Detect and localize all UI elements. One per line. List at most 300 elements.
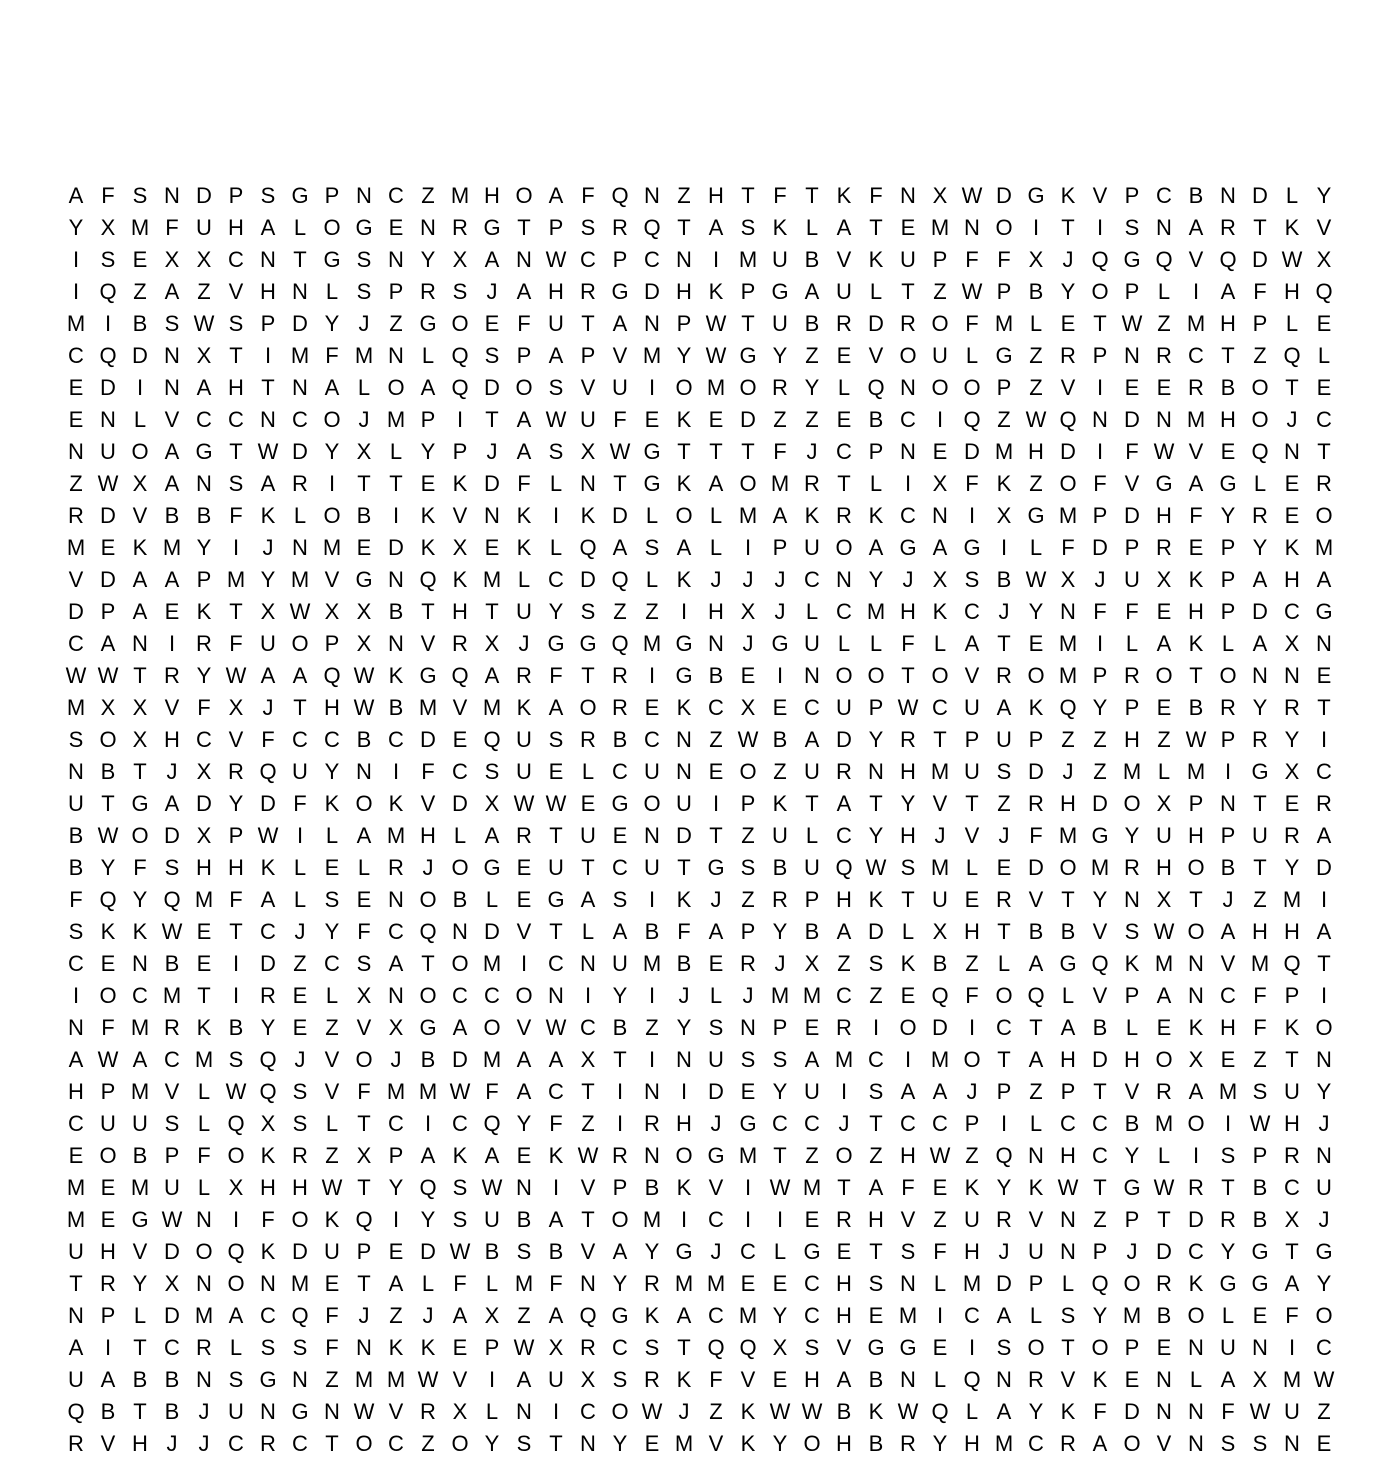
letter-cell[interactable]: T (261, 375, 275, 400)
letter-cell[interactable]: I (1288, 1335, 1296, 1360)
letter-cell[interactable]: G (771, 631, 789, 656)
letter-cell[interactable]: B (132, 311, 148, 336)
letter-cell[interactable]: V (452, 695, 468, 720)
letter-cell[interactable]: G (739, 343, 757, 368)
letter-cell[interactable]: Q (643, 215, 661, 240)
letter-cell[interactable]: B (868, 407, 884, 432)
letter-cell[interactable]: P (324, 183, 340, 208)
letter-cell[interactable]: Z (389, 311, 403, 336)
letter-cell[interactable]: Y (772, 919, 788, 944)
letter-cell[interactable]: C (1188, 1239, 1204, 1264)
letter-cell[interactable]: T (933, 727, 947, 752)
letter-cell[interactable]: T (421, 599, 435, 624)
letter-cell[interactable]: P (388, 279, 404, 304)
letter-cell[interactable]: H (1156, 503, 1172, 528)
letter-cell[interactable]: N (132, 631, 148, 656)
letter-cell[interactable]: U (612, 375, 628, 400)
letter-cell[interactable]: W (705, 311, 727, 336)
letter-cell[interactable]: G (867, 1335, 885, 1360)
letter-cell[interactable]: D (1092, 535, 1108, 560)
letter-cell[interactable]: S (292, 1079, 308, 1104)
letter-cell[interactable]: R (516, 823, 532, 848)
letter-cell[interactable]: R (580, 279, 596, 304)
letter-cell[interactable]: B (708, 663, 724, 688)
letter-cell[interactable]: K (388, 663, 404, 688)
letter-cell[interactable]: T (869, 1239, 883, 1264)
letter-cell[interactable]: A (932, 535, 948, 560)
letter-cell[interactable]: O (1059, 855, 1077, 880)
letter-cell[interactable]: E (708, 407, 724, 432)
letter-cell[interactable]: T (229, 919, 243, 944)
letter-cell[interactable]: A (260, 471, 276, 496)
letter-cell[interactable]: E (1156, 1335, 1172, 1360)
letter-cell[interactable]: Z (709, 1399, 723, 1424)
letter-cell[interactable]: L (1125, 1015, 1139, 1040)
letter-cell[interactable]: H (900, 599, 916, 624)
letter-cell[interactable]: T (101, 791, 115, 816)
letter-cell[interactable]: B (1124, 1111, 1140, 1136)
letter-cell[interactable]: Q (579, 535, 597, 560)
letter-cell[interactable]: G (259, 1367, 277, 1392)
letter-cell[interactable]: J (678, 1399, 690, 1424)
letter-cell[interactable]: E (1284, 471, 1300, 496)
letter-cell[interactable]: B (868, 1431, 884, 1456)
letter-cell[interactable]: S (708, 1015, 724, 1040)
letter-cell[interactable]: F (421, 759, 435, 784)
letter-cell[interactable]: C (580, 247, 596, 272)
letter-cell[interactable]: M (642, 631, 662, 656)
letter-cell[interactable]: H (292, 1175, 308, 1200)
letter-cell[interactable]: X (1284, 1207, 1300, 1232)
letter-cell[interactable]: K (260, 503, 276, 528)
letter-cell[interactable]: C (868, 1047, 884, 1072)
letter-cell[interactable]: I (1096, 215, 1104, 240)
letter-cell[interactable]: B (164, 951, 180, 976)
letter-cell[interactable]: G (1027, 503, 1045, 528)
letter-cell[interactable]: X (452, 1399, 468, 1424)
letter-cell[interactable]: R (452, 631, 468, 656)
letter-cell[interactable]: P (1284, 983, 1300, 1008)
letter-cell[interactable]: D (484, 919, 500, 944)
letter-cell[interactable]: H (228, 215, 244, 240)
letter-cell[interactable]: L (933, 631, 947, 656)
letter-cell[interactable]: G (355, 215, 373, 240)
letter-cell[interactable]: T (677, 439, 691, 464)
letter-cell[interactable]: F (357, 1079, 371, 1104)
letter-cell[interactable]: B (1252, 1175, 1268, 1200)
letter-cell[interactable]: T (581, 1207, 595, 1232)
letter-cell[interactable]: E (196, 951, 212, 976)
letter-cell[interactable]: F (901, 1175, 915, 1200)
letter-cell[interactable]: V (132, 503, 148, 528)
letter-cell[interactable]: N (1188, 1335, 1204, 1360)
letter-cell[interactable]: P (612, 247, 628, 272)
letter-cell[interactable]: N (580, 1271, 596, 1296)
letter-cell[interactable]: K (132, 919, 148, 944)
letter-cell[interactable]: P (996, 1079, 1012, 1104)
letter-cell[interactable]: O (931, 663, 949, 688)
letter-cell[interactable]: J (742, 983, 754, 1008)
letter-cell[interactable]: A (452, 1015, 468, 1040)
letter-cell[interactable]: W (737, 727, 759, 752)
letter-cell[interactable]: O (931, 311, 949, 336)
letter-cell[interactable]: I (1320, 887, 1328, 912)
letter-cell[interactable]: R (836, 1015, 852, 1040)
letter-cell[interactable]: G (419, 1015, 437, 1040)
letter-cell[interactable]: B (932, 951, 948, 976)
letter-cell[interactable]: Z (1253, 343, 1267, 368)
letter-cell[interactable]: B (1220, 375, 1236, 400)
letter-cell[interactable]: E (644, 1431, 660, 1456)
letter-cell[interactable]: V (836, 247, 852, 272)
letter-cell[interactable]: N (164, 343, 180, 368)
letter-cell[interactable]: K (996, 471, 1012, 496)
letter-cell[interactable]: N (196, 1367, 212, 1392)
letter-cell[interactable]: L (1189, 1367, 1203, 1392)
letter-cell[interactable]: G (1123, 247, 1141, 272)
letter-cell[interactable]: Z (133, 279, 147, 304)
letter-cell[interactable]: Y (388, 1175, 404, 1200)
letter-cell[interactable]: B (836, 1399, 852, 1424)
letter-cell[interactable]: T (741, 439, 755, 464)
letter-cell[interactable]: C (612, 759, 628, 784)
letter-cell[interactable]: H (452, 599, 468, 624)
letter-cell[interactable]: A (708, 471, 724, 496)
letter-cell[interactable]: E (1220, 1047, 1236, 1072)
letter-cell[interactable]: I (904, 1047, 912, 1072)
letter-cell[interactable]: I (648, 887, 656, 912)
letter-cell[interactable]: Q (1219, 247, 1237, 272)
letter-cell[interactable]: L (325, 983, 339, 1008)
letter-cell[interactable]: V (612, 343, 628, 368)
letter-cell[interactable]: R (900, 727, 916, 752)
letter-cell[interactable]: D (292, 439, 308, 464)
letter-cell[interactable]: S (260, 183, 276, 208)
letter-cell[interactable]: Y (516, 1111, 532, 1136)
letter-cell[interactable]: T (325, 1431, 339, 1456)
letter-cell[interactable]: D (612, 503, 628, 528)
letter-cell[interactable]: Q (1315, 279, 1333, 304)
letter-cell[interactable]: O (451, 311, 469, 336)
letter-cell[interactable]: M (706, 375, 726, 400)
letter-cell[interactable]: E (420, 471, 436, 496)
letter-cell[interactable]: M (642, 951, 662, 976)
letter-cell[interactable]: E (324, 855, 340, 880)
letter-cell[interactable]: L (293, 887, 307, 912)
letter-cell[interactable]: V (1060, 375, 1076, 400)
letter-cell[interactable]: E (196, 919, 212, 944)
letter-cell[interactable]: B (612, 727, 628, 752)
letter-cell[interactable]: E (292, 1015, 308, 1040)
letter-cell[interactable]: G (1251, 1271, 1269, 1296)
letter-cell[interactable]: M (706, 1271, 726, 1296)
letter-cell[interactable]: T (133, 759, 147, 784)
letter-cell[interactable]: U (100, 439, 116, 464)
letter-cell[interactable]: N (676, 759, 692, 784)
letter-cell[interactable]: O (995, 215, 1013, 240)
letter-cell[interactable]: S (228, 1047, 244, 1072)
letter-cell[interactable]: J (774, 567, 786, 592)
letter-cell[interactable]: K (1028, 1175, 1044, 1200)
letter-cell[interactable]: A (708, 919, 724, 944)
letter-cell[interactable]: R (1156, 1271, 1172, 1296)
letter-cell[interactable]: T (1061, 1335, 1075, 1360)
letter-cell[interactable]: B (644, 1175, 660, 1200)
letter-cell[interactable]: G (675, 1239, 693, 1264)
letter-cell[interactable]: R (612, 695, 628, 720)
letter-cell[interactable]: P (1124, 279, 1140, 304)
letter-cell[interactable]: X (740, 599, 756, 624)
letter-cell[interactable]: A (1156, 983, 1172, 1008)
letter-cell[interactable]: B (132, 1143, 148, 1168)
letter-cell[interactable]: X (356, 631, 372, 656)
letter-cell[interactable]: S (164, 1111, 180, 1136)
letter-cell[interactable]: I (648, 375, 656, 400)
letter-cell[interactable]: H (836, 1431, 852, 1456)
letter-cell[interactable]: A (868, 535, 884, 560)
letter-cell[interactable]: A (676, 1303, 692, 1328)
letter-cell[interactable]: I (1320, 727, 1328, 752)
letter-cell[interactable]: E (1060, 311, 1076, 336)
letter-cell[interactable]: L (293, 215, 307, 240)
letter-cell[interactable]: K (452, 1143, 468, 1168)
letter-cell[interactable]: W (1121, 311, 1143, 336)
letter-cell[interactable]: D (580, 567, 596, 592)
letter-cell[interactable]: J (486, 279, 498, 304)
letter-cell[interactable]: L (549, 471, 563, 496)
letter-cell[interactable]: T (837, 1175, 851, 1200)
letter-cell[interactable]: Y (1252, 695, 1268, 720)
letter-cell[interactable]: N (900, 183, 916, 208)
letter-cell[interactable]: J (742, 567, 754, 592)
letter-cell[interactable]: A (164, 567, 180, 592)
letter-cell[interactable]: W (289, 599, 311, 624)
letter-cell[interactable]: K (196, 1015, 212, 1040)
letter-cell[interactable]: N (68, 1303, 84, 1328)
letter-cell[interactable]: Y (868, 823, 884, 848)
letter-cell[interactable]: U (1252, 823, 1268, 848)
letter-cell[interactable]: R (164, 663, 180, 688)
letter-cell[interactable]: P (1220, 599, 1236, 624)
letter-cell[interactable]: W (161, 1207, 183, 1232)
letter-cell[interactable]: E (164, 599, 180, 624)
letter-cell[interactable]: E (1284, 791, 1300, 816)
letter-cell[interactable]: Q (451, 663, 469, 688)
letter-cell[interactable]: M (1154, 1111, 1174, 1136)
letter-cell[interactable]: G (419, 663, 437, 688)
letter-cell[interactable]: P (1188, 791, 1204, 816)
letter-cell[interactable]: M (930, 1047, 950, 1072)
letter-cell[interactable]: W (97, 823, 119, 848)
letter-cell[interactable]: F (1221, 1399, 1235, 1424)
letter-cell[interactable]: F (773, 183, 787, 208)
letter-cell[interactable]: Y (868, 567, 884, 592)
letter-cell[interactable]: L (1157, 1143, 1171, 1168)
letter-cell[interactable]: B (996, 567, 1012, 592)
letter-cell[interactable]: Y (1092, 695, 1108, 720)
letter-cell[interactable]: M (1058, 663, 1078, 688)
letter-cell[interactable]: C (804, 695, 820, 720)
letter-cell[interactable]: Q (99, 343, 117, 368)
letter-cell[interactable]: R (612, 1143, 628, 1168)
letter-cell[interactable]: N (1028, 1143, 1044, 1168)
letter-cell[interactable]: F (101, 183, 115, 208)
letter-cell[interactable]: J (294, 919, 306, 944)
letter-cell[interactable]: W (705, 343, 727, 368)
letter-cell[interactable]: A (100, 631, 116, 656)
letter-cell[interactable]: D (1252, 599, 1268, 624)
letter-cell[interactable]: L (869, 631, 883, 656)
letter-cell[interactable]: Z (1253, 1047, 1267, 1072)
letter-cell[interactable]: X (324, 599, 340, 624)
letter-cell[interactable]: W (65, 663, 87, 688)
letter-cell[interactable]: K (580, 503, 596, 528)
letter-cell[interactable]: L (837, 631, 851, 656)
letter-cell[interactable]: K (452, 567, 468, 592)
letter-cell[interactable]: Y (1092, 887, 1108, 912)
letter-cell[interactable]: N (676, 247, 692, 272)
letter-cell[interactable]: I (1096, 631, 1104, 656)
letter-cell[interactable]: T (997, 631, 1011, 656)
letter-cell[interactable]: F (1125, 439, 1139, 464)
letter-cell[interactable]: J (294, 1047, 306, 1072)
letter-cell[interactable]: E (772, 695, 788, 720)
letter-cell[interactable]: B (356, 727, 372, 752)
letter-cell[interactable]: P (100, 1079, 116, 1104)
letter-cell[interactable]: A (836, 215, 852, 240)
letter-cell[interactable]: G (1251, 759, 1269, 784)
letter-cell[interactable]: Z (773, 407, 787, 432)
letter-cell[interactable]: E (804, 1015, 820, 1040)
letter-cell[interactable]: D (1092, 1047, 1108, 1072)
letter-cell[interactable]: E (740, 1079, 756, 1104)
letter-cell[interactable]: H (1028, 439, 1044, 464)
letter-cell[interactable]: W (1185, 727, 1207, 752)
letter-cell[interactable]: T (901, 279, 915, 304)
letter-cell[interactable]: S (356, 247, 372, 272)
letter-cell[interactable]: Q (291, 1303, 309, 1328)
letter-cell[interactable]: V (836, 1335, 852, 1360)
letter-cell[interactable]: R (644, 1271, 660, 1296)
letter-cell[interactable]: M (642, 343, 662, 368)
letter-cell[interactable]: E (100, 535, 116, 560)
letter-cell[interactable]: B (132, 1367, 148, 1392)
letter-cell[interactable]: P (548, 215, 564, 240)
letter-cell[interactable]: U (260, 631, 276, 656)
letter-cell[interactable]: R (100, 1271, 116, 1296)
letter-cell[interactable]: S (452, 1207, 468, 1232)
letter-cell[interactable]: N (164, 183, 180, 208)
letter-cell[interactable]: H (1188, 599, 1204, 624)
letter-cell[interactable]: O (323, 215, 341, 240)
letter-cell[interactable]: J (486, 439, 498, 464)
letter-cell[interactable]: A (1220, 279, 1236, 304)
letter-cell[interactable]: Q (483, 1111, 501, 1136)
letter-cell[interactable]: E (1188, 535, 1204, 560)
letter-cell[interactable]: N (1156, 1367, 1172, 1392)
letter-cell[interactable]: R (900, 311, 916, 336)
letter-cell[interactable]: A (548, 343, 564, 368)
letter-cell[interactable]: P (996, 279, 1012, 304)
letter-cell[interactable]: A (804, 279, 820, 304)
letter-cell[interactable]: G (579, 631, 597, 656)
letter-cell[interactable]: J (390, 1047, 402, 1072)
letter-cell[interactable]: L (1221, 631, 1235, 656)
letter-cell[interactable]: N (804, 663, 820, 688)
letter-cell[interactable]: P (932, 247, 948, 272)
letter-cell[interactable]: T (357, 471, 371, 496)
letter-cell[interactable]: P (740, 791, 756, 816)
letter-cell[interactable]: K (964, 1175, 980, 1200)
letter-cell[interactable]: B (388, 599, 404, 624)
letter-cell[interactable]: F (197, 1143, 211, 1168)
letter-cell[interactable]: H (260, 1175, 276, 1200)
letter-cell[interactable]: G (547, 887, 565, 912)
letter-cell[interactable]: M (1058, 503, 1078, 528)
letter-cell[interactable]: W (1313, 1367, 1335, 1392)
letter-cell[interactable]: R (1156, 535, 1172, 560)
letter-cell[interactable]: U (1220, 1335, 1236, 1360)
letter-cell[interactable]: W (1025, 567, 1047, 592)
letter-cell[interactable]: A (612, 311, 628, 336)
letter-cell[interactable]: G (1059, 951, 1077, 976)
letter-cell[interactable]: R (260, 983, 276, 1008)
letter-cell[interactable]: K (1060, 183, 1076, 208)
letter-cell[interactable]: A (516, 1047, 532, 1072)
letter-cell[interactable]: M (130, 1015, 150, 1040)
letter-cell[interactable]: A (1092, 1431, 1108, 1456)
letter-cell[interactable]: J (1222, 887, 1234, 912)
letter-cell[interactable]: A (132, 1047, 148, 1072)
letter-cell[interactable]: V (1028, 1207, 1044, 1232)
letter-cell[interactable]: G (131, 1207, 149, 1232)
letter-cell[interactable]: D (196, 791, 212, 816)
letter-cell[interactable]: N (1060, 1239, 1076, 1264)
letter-cell[interactable]: E (68, 407, 84, 432)
letter-cell[interactable]: F (773, 439, 787, 464)
letter-cell[interactable]: C (260, 919, 276, 944)
letter-cell[interactable]: D (868, 919, 884, 944)
letter-cell[interactable]: O (1315, 1303, 1333, 1328)
letter-cell[interactable]: L (1317, 343, 1331, 368)
letter-cell[interactable]: A (260, 215, 276, 240)
letter-cell[interactable]: V (164, 407, 180, 432)
letter-cell[interactable]: A (132, 599, 148, 624)
letter-cell[interactable]: T (389, 471, 403, 496)
letter-cell[interactable]: A (1188, 1079, 1204, 1104)
letter-cell[interactable]: B (1188, 695, 1204, 720)
letter-cell[interactable]: K (772, 791, 788, 816)
letter-cell[interactable]: S (516, 1431, 532, 1456)
letter-cell[interactable]: R (996, 1207, 1012, 1232)
letter-cell[interactable]: M (1314, 535, 1334, 560)
letter-cell[interactable]: K (676, 1175, 692, 1200)
letter-cell[interactable]: W (801, 1399, 823, 1424)
letter-cell[interactable]: Z (197, 279, 211, 304)
letter-cell[interactable]: S (964, 567, 980, 592)
letter-cell[interactable]: X (484, 791, 500, 816)
letter-cell[interactable]: M (1186, 759, 1206, 784)
letter-cell[interactable]: Y (1252, 535, 1268, 560)
letter-cell[interactable]: A (420, 1143, 436, 1168)
letter-cell[interactable]: U (964, 695, 980, 720)
letter-cell[interactable]: Y (228, 791, 244, 816)
letter-cell[interactable]: J (1126, 1239, 1138, 1264)
letter-cell[interactable]: C (292, 407, 308, 432)
letter-cell[interactable]: E (644, 695, 660, 720)
letter-cell[interactable]: T (357, 1271, 371, 1296)
letter-cell[interactable]: Y (1220, 503, 1236, 528)
